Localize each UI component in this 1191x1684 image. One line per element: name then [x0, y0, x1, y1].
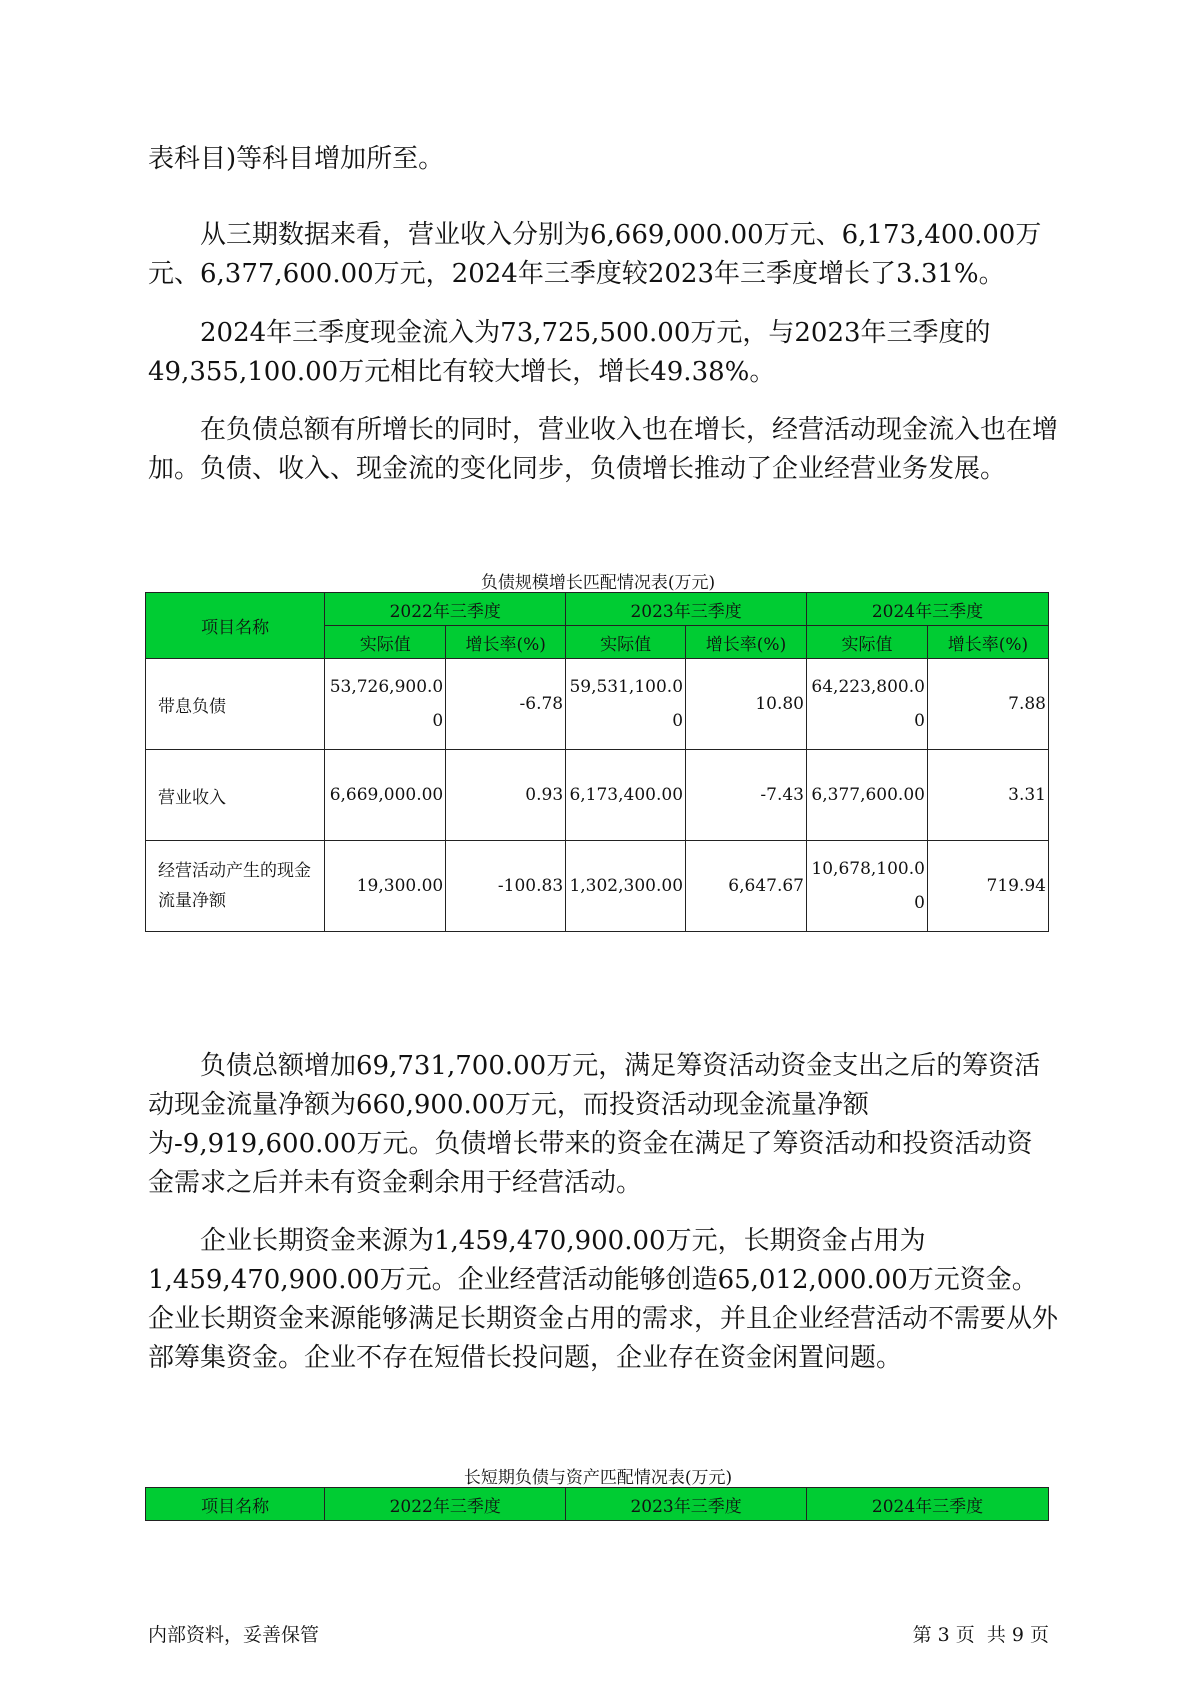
paragraph-continuation: 表科目)等科目增加所至。	[148, 144, 445, 174]
header-period-2022: 2022年三季度	[325, 1488, 566, 1521]
header-item-name: 项目名称	[146, 593, 325, 659]
header-growth-2024: 增长率(%)	[927, 626, 1048, 659]
cell-value: 1,302,300.00	[566, 841, 686, 932]
cell-value: 6,647.67	[686, 841, 807, 932]
footer-page-number: 第 3 页 共 9 页	[912, 1624, 1049, 1646]
cell-value: 64,223,800.00	[807, 659, 928, 750]
header-item-name: 项目名称	[146, 1488, 325, 1521]
cell-value: 59,531,100.00	[566, 659, 686, 750]
paragraph-revenue: 从三期数据来看，营业收入分别为6,669,000.00万元、6,173,400.00万元、6,377,600.00万元，2024年三季度较2023年三季度增长了3.31%。	[148, 220, 1042, 289]
paragraph-long-term-funds: 企业长期资金来源为1,459,470,900.00万元，长期资金占用为1,459,470,900.00万元。企业经营活动能够创造65,012,000.00万元资金。企业长期资金来源能够满足长期资金占用的需求，并且企业经营活动不需要从外部筹集资金。企业不存在短借长投问题，企业存在资金闲置问题。	[148, 1226, 1059, 1373]
cell-value: 0.93	[446, 750, 566, 841]
cell-value: -7.43	[686, 750, 807, 841]
cell-value: 7.88	[927, 659, 1048, 750]
header-period-2024: 2024年三季度	[807, 593, 1049, 626]
header-period-2023: 2023年三季度	[566, 1488, 807, 1521]
cell-value: 6,173,400.00	[566, 750, 686, 841]
table-row	[146, 841, 1049, 932]
header-period-2022: 2022年三季度	[325, 593, 566, 626]
paragraph-debt-growth: 在负债总额有所增长的同时，营业收入也在增长，经营活动现金流入也在增加。负债、收入、现金流的变化同步，负债增长推动了企业经营业务发展。	[148, 415, 1059, 484]
paragraph-debt-increase: 负债总额增加69,731,700.00万元，满足筹资活动资金支出之后的筹资活动现金流量净额为660,900.00万元，而投资活动现金流量净额为-9,919,600.00万元。负债增长带来的资金在满足了筹资活动和投资活动资金需求之后并未有资金剩余用于经营活动。	[148, 1051, 1041, 1198]
table1-caption: 负债规模增长匹配情况表(万元)	[480, 573, 716, 593]
row-name: 营业收入	[146, 750, 325, 841]
cell-value: 719.94	[927, 841, 1048, 932]
header-period-2024: 2024年三季度	[807, 1488, 1049, 1521]
cell-value: 10,678,100.00	[807, 841, 928, 932]
header-growth-2022: 增长率(%)	[446, 626, 566, 659]
table2-caption: 长短期负债与资产匹配情况表(万元)	[463, 1468, 733, 1488]
header-actual-2022: 实际值	[325, 626, 446, 659]
header-actual-2023: 实际值	[566, 626, 686, 659]
header-growth-2023: 增长率(%)	[686, 626, 807, 659]
header-actual-2024: 实际值	[807, 626, 928, 659]
row-name: 带息负债	[146, 659, 325, 750]
cell-value: 6,669,000.00	[325, 750, 446, 841]
table-row	[146, 750, 1049, 841]
header-period-2023: 2023年三季度	[566, 593, 807, 626]
footer-confidential-note: 内部资料，妥善保管	[148, 1624, 320, 1646]
cell-value: -6.78	[446, 659, 566, 750]
cell-value: 19,300.00	[325, 841, 446, 932]
row-name: 经营活动产生的现金流量净额	[146, 841, 325, 932]
cell-value: 10.80	[686, 659, 807, 750]
table-row	[146, 659, 1049, 750]
debt-asset-match-table	[145, 1487, 1049, 1521]
cell-value: 3.31	[927, 750, 1048, 841]
cell-value: 53,726,900.00	[325, 659, 446, 750]
paragraph-cash-inflow: 2024年三季度现金流入为73,725,500.00万元，与2023年三季度的49,355,100.00万元相比有较大增长，增长49.38%。	[148, 318, 991, 387]
debt-growth-table	[145, 592, 1049, 932]
cell-value: 6,377,600.00	[807, 750, 928, 841]
cell-value: -100.83	[446, 841, 566, 932]
